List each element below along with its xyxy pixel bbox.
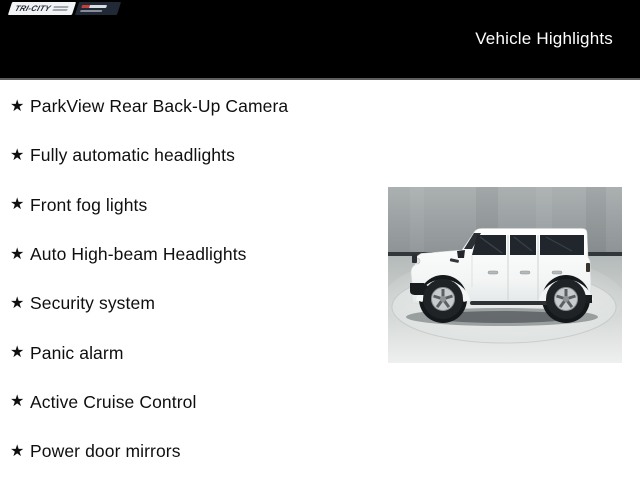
vehicle-photo — [388, 187, 622, 363]
highlight-label: Power door mirrors — [30, 441, 181, 462]
dealer-logo-fineprint — [53, 6, 70, 11]
highlight-label: Fully automatic headlights — [30, 145, 235, 166]
dealer-logo — [10, 2, 119, 15]
dealer-logo-wordmark — [8, 2, 77, 15]
highlight-item — [10, 131, 288, 180]
highlight-item — [10, 82, 288, 131]
highlight-item — [10, 181, 288, 230]
dealer-logo-phone-badge — [75, 2, 121, 15]
door-handle — [488, 271, 498, 274]
highlight-item — [10, 328, 288, 377]
grille — [412, 254, 417, 263]
door-handle — [520, 271, 530, 274]
star-icon: ★ — [10, 97, 25, 115]
dealer-name: TRI-CITY — [13, 4, 52, 13]
highlight-label: Front fog lights — [30, 194, 148, 215]
rear-wheel — [546, 279, 586, 319]
highlight-label: Panic alarm — [30, 342, 124, 363]
star-icon: ★ — [10, 393, 25, 411]
highlight-item — [10, 378, 288, 427]
badge-subtext — [80, 10, 103, 12]
highlight-item — [10, 230, 288, 279]
taillight — [586, 263, 590, 272]
side-mirror — [457, 250, 465, 258]
highlights-list — [10, 82, 288, 476]
highlight-label: Security system — [30, 293, 155, 314]
highlight-label: ParkView Rear Back-Up Camera — [30, 96, 289, 117]
highlight-label: Active Cruise Control — [30, 391, 197, 412]
star-icon: ★ — [10, 344, 25, 362]
star-icon: ★ — [10, 442, 25, 460]
door-handle — [552, 271, 562, 274]
star-icon: ★ — [10, 245, 25, 263]
highlight-item — [10, 427, 288, 476]
rear-window — [510, 235, 536, 255]
badge-accent — [82, 5, 108, 8]
star-icon: ★ — [10, 196, 25, 214]
rocker-rail — [470, 301, 558, 305]
star-icon: ★ — [10, 294, 25, 312]
vehicle-photo-scene — [388, 187, 622, 363]
highlight-label: Auto High-beam Headlights — [30, 244, 247, 265]
highlight-item — [10, 279, 288, 328]
page-title: Vehicle Highlights — [475, 29, 613, 48]
header-bar — [0, 0, 640, 80]
front-wheel — [423, 279, 463, 319]
star-icon: ★ — [10, 146, 25, 164]
